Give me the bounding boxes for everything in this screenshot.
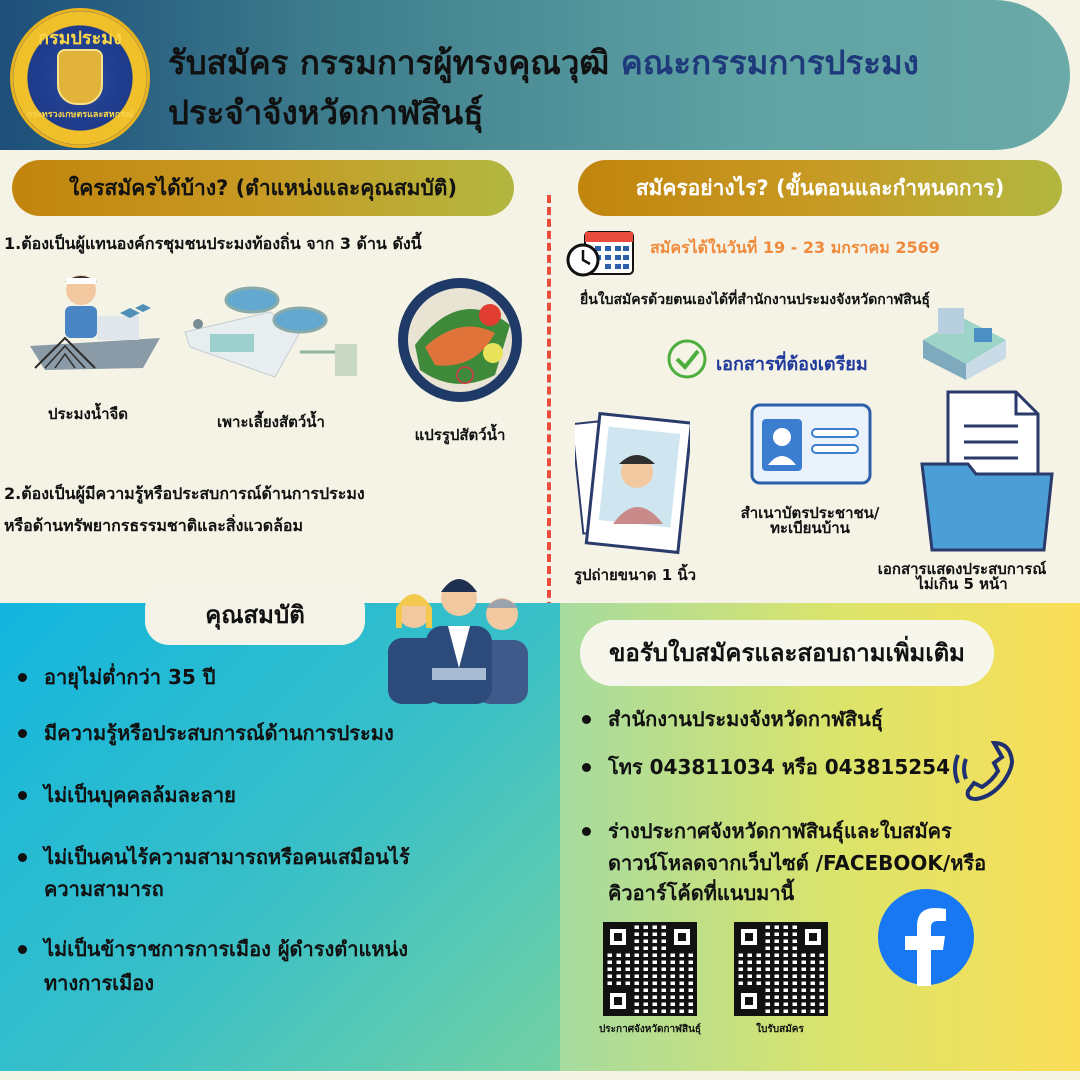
qr2-label: ใบรับสมัคร (756, 1024, 804, 1035)
page-title-line1 (168, 36, 919, 89)
bottom-strip (0, 1071, 1080, 1080)
facebook-icon[interactable] (877, 888, 975, 986)
sector-processing-label: แปรรูปสัตว์น้ำ (414, 426, 506, 444)
calendar-clock-icon (565, 226, 637, 280)
page-title-line2: ประจำจังหวัดกาฬสินธุ์ (168, 93, 484, 132)
doc-exp-line1: เอกสารแสดงประสบการณ์ (877, 560, 1047, 578)
qr1-label: ประกาศจังหวัดกาฬสินธุ์ (598, 1024, 702, 1035)
qualification-item: ไม่เป็นบุคคลล้มละลาย (18, 778, 236, 812)
photo-1-inch-icon (575, 412, 690, 562)
office-building-icon (918, 300, 1010, 380)
contact-download-line1: ร่างประกาศจังหวัดกาฬสินธุ์และใบสมัคร (582, 814, 952, 848)
doc-id-line1: สำเนาบัตรประชาชน/ (740, 504, 880, 522)
department-of-fisheries-logo (10, 8, 150, 148)
submit-in-person-text: ยื่นใบสมัครด้วยตนเองได้ที่สำนักงานประมงจังหวัดกาฬสินธุ์ (580, 292, 930, 308)
doc-experience-label (850, 562, 1074, 592)
doc-exp-line2: ไม่เกิน 5 หน้า (916, 575, 1008, 593)
requirement-2-line1: 2.ต้องเป็นผู้มีความรู้หรือประสบการณ์ด้านการประมง (4, 484, 365, 503)
aquaculture-ponds-icon (180, 282, 370, 392)
logo-top-text: กรมประมง (38, 28, 122, 49)
phone-icon (952, 735, 1020, 805)
doc-id-card-label (720, 506, 900, 536)
who-can-apply-heading: ใครสมัครได้บ้าง? (ตำแหน่งและคุณสมบัติ) (12, 160, 514, 216)
qualification-item-continuation: ความสามารถ (44, 877, 164, 901)
qualification-item: มีความรู้หรือประสบการณ์ด้านการประมง (18, 716, 394, 750)
requirement-1: 1.ต้องเป็นผู้แทนองค์กรชุมชนประมงท้องถิ่น จาก 3 ด้าน ดังนี้ (4, 234, 422, 253)
how-to-apply-heading: สมัครอย่างไร? (ขั้นตอนและกำหนดการ) (578, 160, 1062, 216)
qualifications-heading: คุณสมบัติ (145, 585, 365, 645)
fisherman-boat-icon (25, 268, 165, 380)
sector-aquaculture-label: เพาะเลี้ยงสัตว์น้ำ (217, 413, 325, 431)
logo-emblem-icon (57, 49, 103, 105)
qr-code-application[interactable] (734, 922, 828, 1016)
qualification-item: ไม่เป็นคนไร้ความสามารถหรือคนเสมือนไร้ (18, 840, 410, 874)
document-folder-icon (918, 386, 1058, 556)
requirement-2-line2: หรือด้านทรัพยากรธรรมชาติและสิ่งแวดล้อม (4, 516, 304, 535)
contact-download-line3: คิวอาร์โค้ดที่แนบมานี้ (608, 881, 795, 905)
doc-id-line2: ทะเบียนบ้าน (770, 519, 850, 537)
checkmark-icon (666, 338, 708, 380)
doc-photo-label: รูปถ่ายขนาด 1 นิ้ว (573, 566, 697, 584)
processed-fish-dish-icon (395, 275, 525, 405)
contact-heading: ขอรับใบสมัครและสอบถามเพิ่มเติม (580, 620, 994, 686)
contact-office: สำนักงานประมงจังหวัดกาฬสินธุ์ (582, 702, 883, 736)
documents-heading: เอกสารที่ต้องเตรียม (716, 354, 868, 375)
title-part1: รับสมัคร กรรมการผู้ทรงคุณวุฒิ (168, 43, 621, 82)
qualification-item-continuation: ทางการเมือง (44, 971, 155, 995)
qualification-item: ไม่เป็นข้าราชการการเมือง ผู้ดำรงตำแหน่ง (18, 932, 408, 966)
logo-bottom-text: กระทรวงเกษตรและสหกรณ์ (26, 110, 134, 120)
sector-freshwater-label: ประมงน้ำจืด (47, 405, 129, 423)
title-part2: คณะกรรมการประมง (620, 43, 919, 82)
id-card-icon (750, 403, 872, 485)
contact-download-line2: ดาวน์โหลดจากเว็บไซต์ /FACEBOOK/หรือ (608, 851, 987, 875)
contact-phone: โทร 043811034 หรือ 043815254 (582, 750, 950, 784)
application-dates: สมัครได้ในวันที่ 19 - 23 มกราคม 2569 (650, 238, 940, 257)
qualification-item: อายุไม่ต่ำกว่า 35 ปี (18, 660, 215, 694)
qr-code-announcement[interactable] (603, 922, 697, 1016)
business-people-icon (386, 568, 530, 704)
